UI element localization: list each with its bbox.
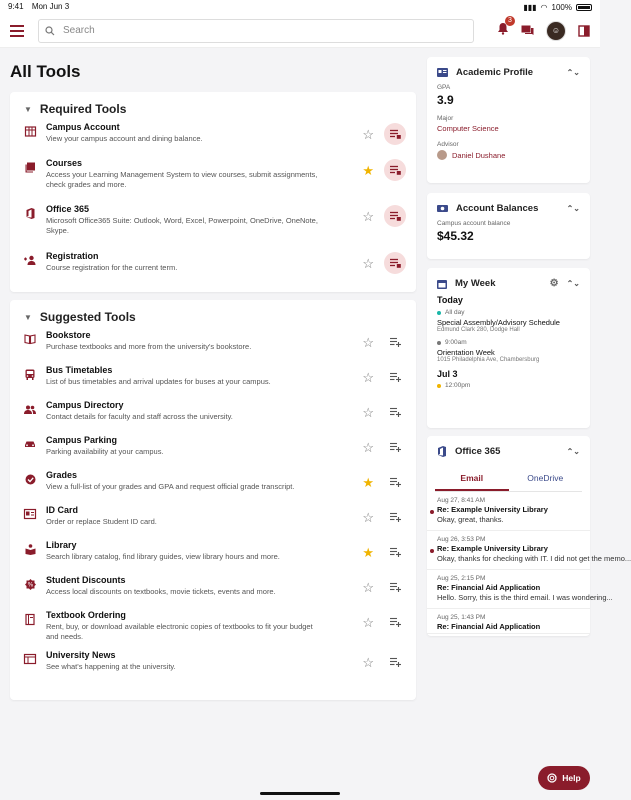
event-title: Orientation Week [437,348,495,357]
status-time: 9:41 [8,2,24,11]
tool-row-textbook-ordering[interactable] [10,610,416,650]
tool-description: View a full-list of your grades and GPA and request official grade transcript. [46,482,295,491]
tool-description: Microsoft Office365 Suite: Outlook, Word, Excel, Powerpoint, OneDrive, OneNote, Skype. [46,216,318,235]
tool-row-campus-parking[interactable] [10,435,416,470]
tool-row-id-card[interactable] [10,505,416,540]
event-color-dot [437,311,441,315]
gpa-label: GPA [437,84,451,91]
my-week-header[interactable] [427,268,590,295]
academic-profile-header[interactable] [427,57,590,84]
star-outline-icon[interactable]: ☆ [362,369,374,385]
tool-name: Registration [46,251,99,261]
tool-row-bus-timetables[interactable] [10,365,416,400]
week-event[interactable] [437,382,580,389]
tool-name: Bookstore [46,330,91,340]
news-icon [24,653,36,665]
bus-icon [24,368,36,380]
add-to-list-icon[interactable] [384,471,406,493]
gpa-value: 3.9 [437,93,454,107]
office365-card [427,436,631,636]
calendar-icon [437,279,447,289]
suggested-tools-card [10,300,416,700]
id-card-icon [24,508,36,520]
email-item[interactable] [427,609,590,634]
collapse-caret-icon: ▼ [24,312,32,322]
balance-value: $45.32 [437,229,474,243]
tool-name: Bus Timetables [46,365,113,375]
add-to-list-icon[interactable] [384,331,406,353]
tool-description: Order or replace Student ID card. [46,517,157,526]
tool-name: ID Card [46,505,79,515]
star-outline-icon[interactable]: ☆ [362,208,374,224]
add-to-list-icon[interactable] [384,651,406,673]
tool-description: Purchase textbooks and more from the university's bookstore. [46,342,252,351]
notification-count: 3 [505,16,515,26]
wifi-icon: ◠ [540,2,548,12]
badge-check-icon [24,473,36,485]
star-filled-icon[interactable]: ★ [362,162,374,178]
office365-header[interactable] [427,436,590,463]
tool-row-office-365[interactable] [10,204,416,251]
balance-label: Campus account balance [437,220,511,227]
collapse-icon[interactable]: ⌃⌄ [566,204,580,213]
event-time: All day [445,309,465,316]
notebook-icon [24,613,36,625]
tool-description: Course registration for the current term. [46,263,178,272]
tool-name: Library [46,540,77,550]
search-input[interactable] [38,19,474,43]
email-preview: Okay, great, thanks. [437,515,504,524]
battery-percent: 100% [551,2,572,12]
add-to-list-icon[interactable] [384,611,406,633]
star-filled-icon[interactable]: ★ [362,544,374,560]
academic-profile-title: Academic Profile [456,67,534,78]
event-location: 1015 Philadelphia Ave, Chambersburg [437,357,540,363]
email-subject: Re: Financial Aid Application [437,622,541,631]
pinned-list-icon[interactable] [384,252,406,274]
week-event[interactable] [437,309,580,333]
event-title: Special Assembly/Advisory Schedule [437,318,560,327]
email-item[interactable] [427,492,590,531]
suggested-tools-header[interactable] [10,300,416,330]
help-button[interactable] [538,766,590,790]
advisor-avatar [437,150,447,160]
tool-name: Campus Parking [46,435,118,445]
email-subject: Re: Example University Library [437,544,548,553]
event-color-dot [437,341,441,345]
week-event[interactable] [437,339,580,363]
tool-description: View your campus account and dining balance. [46,134,203,143]
event-location: Edmund Clark 280, Dodge Hall [437,327,520,333]
page-title: All Tools [10,62,81,81]
collapse-icon[interactable]: ⌃⌄ [566,68,580,77]
email-date: Aug 25, 1:43 PM [437,614,486,621]
unread-dot [430,549,434,553]
tool-row-courses[interactable] [10,158,416,204]
search-icon [45,26,55,36]
advisor-link[interactable]: Daniel Dushane [452,150,506,160]
email-subject: Re: Example University Library [437,505,548,514]
tool-row-grades[interactable] [10,470,416,505]
account-balances-card [427,193,590,259]
email-date: Aug 25, 2:15 PM [437,575,486,582]
tool-row-bookstore[interactable] [10,330,416,365]
notifications-button[interactable] [497,16,512,40]
person-add-icon [24,254,36,266]
tool-description: See what's happening at the university. [46,662,176,671]
add-to-list-icon[interactable] [384,541,406,563]
book-open-icon [24,333,36,345]
major-link[interactable]: Computer Science [437,124,499,133]
major-label: Major [437,115,454,122]
tool-name: Grades [46,470,78,480]
tool-description: Rent, buy, or download available electronic copies of textbooks to fit your budget and needs. [46,622,313,641]
next-day-label: Jul 3 [437,369,458,379]
collapse-icon[interactable]: ⌃⌄ [566,279,580,288]
tool-name: Campus Directory [46,400,124,410]
tool-row-student-discounts[interactable] [10,575,416,610]
svg-text:%: % [27,581,33,588]
tool-row-library[interactable] [10,540,416,575]
office-icon [24,207,36,219]
event-time: 9:00am [445,339,467,346]
tool-row-registration[interactable] [10,251,416,283]
tool-description: List of bus timetables and arrival updates for buses at your campus. [46,377,271,386]
account-balances-header[interactable] [427,193,590,220]
required-tools-title: Required Tools [39,102,127,116]
signal-icon: ▮▮▮ [523,2,537,12]
status-bar [0,0,600,14]
tool-name: Textbook Ordering [46,610,126,620]
tool-row-university-news[interactable] [10,650,416,684]
my-week-title: My Week [455,278,496,289]
search-placeholder: Search [63,25,95,36]
suggested-tools-title: Suggested Tools [39,310,136,324]
collapse-caret-icon: ▼ [24,104,32,114]
reader-icon [24,543,36,555]
tool-row-campus-account[interactable] [10,122,416,158]
email-date: Aug 26, 3:53 PM [437,536,486,543]
avatar[interactable]: ☺ [546,21,566,41]
today-label: Today [437,295,463,305]
tab-email[interactable]: Email [435,467,509,491]
office365-title: Office 365 [455,446,501,457]
email-subject: Re: Financial Aid Application [437,583,541,592]
star-outline-icon[interactable]: ☆ [362,579,374,595]
lifebuoy-icon [547,773,557,783]
star-outline-icon[interactable]: ☆ [362,404,374,420]
grid-building-icon [24,125,36,137]
tool-name: Campus Account [46,122,120,132]
advisor-label: Advisor [437,141,459,148]
menu-icon[interactable] [10,25,24,37]
required-tools-header[interactable] [10,92,416,122]
tool-description: Access your Learning Management System to view courses, submit assignments, check grades and more. [46,170,318,189]
required-tools-card [10,92,416,292]
star-outline-icon[interactable]: ☆ [362,255,374,271]
tab-onedrive[interactable]: OneDrive [527,473,564,483]
add-to-list-icon[interactable] [384,576,406,598]
pinned-list-icon[interactable] [384,205,406,227]
discount-icon [24,578,36,590]
car-icon [24,438,36,450]
status-date: Mon Jun 3 [31,2,70,11]
add-to-list-icon[interactable] [384,436,406,458]
academic-profile-card [427,57,590,183]
star-outline-icon[interactable]: ☆ [362,654,374,670]
pinned-list-icon[interactable] [384,123,406,145]
add-to-list-icon[interactable] [384,506,406,528]
tool-row-campus-directory[interactable] [10,400,416,435]
collapse-icon[interactable]: ⌃⌄ [566,447,580,456]
email-preview: Hello. Sorry, this is the third email. I was wondering... [437,593,613,602]
battery-icon [576,4,592,11]
money-icon [437,204,448,213]
account-balances-title: Account Balances [456,203,539,214]
panel-toggle-icon[interactable] [578,25,590,37]
tool-name: Office 365 [46,204,90,214]
top-bar [0,14,600,48]
tool-name: University News [46,650,116,660]
chat-icon[interactable] [521,25,534,37]
tool-name: Student Discounts [46,575,126,585]
people-icon [24,403,36,415]
email-preview: Okay, thanks for checking with IT. I did not get the memo... [437,554,631,563]
star-filled-icon[interactable]: ★ [362,474,374,490]
email-item[interactable] [427,570,613,609]
add-to-list-icon[interactable] [384,366,406,388]
star-outline-icon[interactable]: ☆ [362,509,374,525]
event-time: 12:00pm [445,382,471,389]
add-to-list-icon[interactable] [384,401,406,423]
event-color-dot [437,384,441,388]
star-outline-icon[interactable]: ☆ [362,439,374,455]
unread-dot [430,510,434,514]
email-date: Aug 27, 8:41 AM [437,497,486,504]
pinned-list-icon[interactable] [384,159,406,181]
help-label: Help [562,773,581,783]
email-item[interactable] [427,531,631,570]
home-indicator [260,792,340,795]
tool-description: Search library catalog, find library guides, view library hours and more. [46,552,280,561]
tool-description: Contact details for faculty and staff across the university. [46,412,233,421]
tool-description: Access local discounts on textbooks, movie tickets, events and more. [46,587,276,596]
office365-tabs [435,467,582,492]
settings-gear-icon[interactable]: ⚙ [549,278,559,289]
office-icon [437,446,447,457]
books-icon [24,161,36,173]
profile-card-icon [437,68,448,77]
star-outline-icon[interactable]: ☆ [362,614,374,630]
star-outline-icon[interactable]: ☆ [362,126,374,142]
star-outline-icon[interactable]: ☆ [362,334,374,350]
my-week-card [427,268,590,428]
tool-name: Courses [46,158,83,168]
tool-description: Parking availability at your campus. [46,447,164,456]
